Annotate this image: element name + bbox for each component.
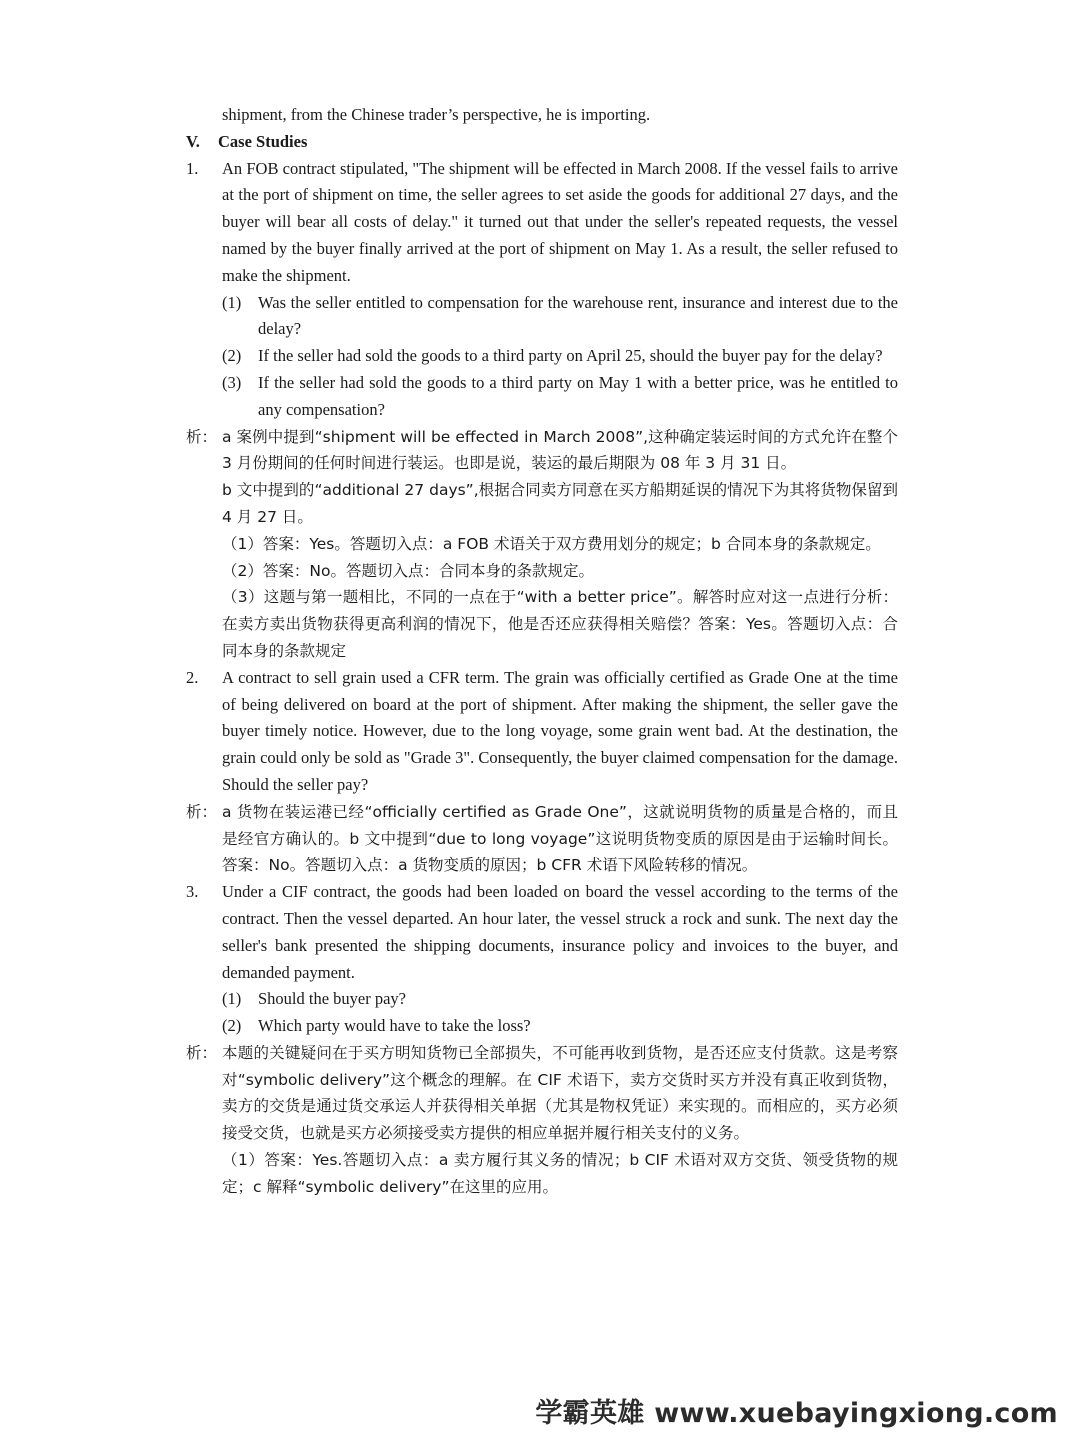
question-text: If the seller had sold the goods to a third party on May 1 with a better price, was he entitled to any compensation?: [258, 372, 898, 419]
question-text: Was the seller entitled to compensation for the warehouse rent, insurance and interest due to the delay?: [258, 292, 898, 339]
analysis-paragraph: （3）这题与第一题相比，不同的一点在于“with a better price”。解答时应对这一点进行分析：在卖方卖出货物获得更高利润的情况下，他是否还应获得相关赔偿？答案：Yes。答题切入点：合同本身的条款规定: [222, 588, 898, 660]
case-text: Under a CIF contract, the goods had been loaded on board the vessel according to the terms of the contract. Then the vessel departed. An hour later, the vessel struck a rock and sunk. The next day the seller's bank presented the shipping documents, insurance policy and invoices to the buyer, and demanded payment.: [222, 882, 898, 982]
question-item: [222, 343, 898, 370]
analysis-label: 析：: [186, 802, 218, 821]
watermark-text: 学霸英雄 www.xuebayingxiong.com: [535, 1398, 1058, 1429]
analysis-block: [186, 424, 898, 665]
case-item: [186, 665, 898, 799]
question-number: (1): [222, 292, 242, 312]
section-heading: [186, 129, 898, 156]
case-number: 2.: [186, 667, 199, 687]
analysis-paragraph: b 文中提到的“additional 27 days”,根据合同卖方同意在买方船期延误的情况下为其将货物保留到 4 月 27 日。: [222, 481, 898, 526]
question-number: (3): [222, 372, 242, 392]
analysis-paragraph: （2）答案：No。答题切入点：合同本身的条款规定。: [222, 561, 594, 580]
question-number: (2): [222, 346, 242, 366]
question-number: (2): [222, 1016, 242, 1036]
question-item: [222, 1013, 898, 1040]
question-item: [222, 290, 898, 344]
analysis-paragraph: （1）答案：Yes.答题切入点：a 卖方履行其义务的情况；b CIF 术语对双方交货、领受货物的规定；c 解释“symbolic delivery”在这里的应用。: [222, 1151, 898, 1196]
question-item: [222, 370, 898, 424]
analysis-label: 析：: [186, 427, 218, 446]
case-text: An FOB contract stipulated, "The shipment will be effected in March 2008. If the vessel fails to arrive at the port of shipment on time, the seller agrees to set aside the goods for additional 27 days, and the buyer will bear all costs of delay." it turned out that under the seller's repeated requests, the vessel named by the buyer finally arrived at the port of shipment on May 1. As a result, the seller refused to make the shipment.: [222, 158, 898, 285]
case-number: 1.: [186, 158, 199, 178]
question-item: [222, 986, 898, 1013]
analysis-label: 析：: [186, 1043, 218, 1062]
section-title: Case Studies: [218, 131, 308, 151]
case-text: A contract to sell grain used a CFR term. The grain was officially certified as Grade One at the time of being delivered on board at the port of shipment. After making the shipment, the seller gave the buyer timely notice. However, due to the long voyage, some grain went bad. At the destination, the grain could only be sold as "Grade 3". Consequently, the buyer claimed compensation for the damage. Should the seller pay?: [222, 667, 898, 794]
analysis-paragraph: 本题的关键疑问在于买方明知货物已全部损失，不可能再收到货物，是否还应支付货款。这是考察对“symbolic delivery”这个概念的理解。在 CIF 术语下，卖方交货时买方并没有真正收到货物，卖方的交货是通过货交承运人并获得相关单据（尤其是物权凭证）来实现的。而相应的，买方必须接受交货，也就是买方必须接受卖方提供的相应单据并履行相关支付的义务。: [222, 1043, 898, 1143]
question-number: (1): [222, 989, 242, 1009]
case-item: [186, 879, 898, 986]
document-page: [186, 102, 898, 1201]
analysis-block: [186, 1040, 898, 1201]
analysis-block: [186, 799, 898, 879]
analysis-paragraph: a 案例中提到“shipment will be effected in March 2008”,这种确定装运时间的方式允许在整个 3 月份期间的任何时间进行装运。也即是说，装运的最后期限为 08 年 3 月 31 日。: [222, 427, 898, 473]
intro-line: shipment, from the Chinese trader’s perspective, he is importing.: [222, 105, 651, 124]
analysis-paragraph: a 货物在装运港已经“officially certified as Grade One”，这就说明货物的质量是合格的，而且是经官方确认的。b 文中提到“due to long voyage”这说明货物变质的原因是由于运输时间长。答案：No。答题切入点：a 货物变质的原因；b CFR 术语下风险转移的情况。: [222, 802, 898, 875]
question-text: Should the buyer pay?: [258, 989, 407, 1009]
analysis-paragraph: （1）答案：Yes。答题切入点：a FOB 术语关于双方费用划分的规定；b 合同本身的条款规定。: [222, 534, 881, 553]
question-text: Which party would have to take the loss?: [258, 1016, 531, 1036]
question-text: If the seller had sold the goods to a third party on April 25, should the buyer pay for the delay?: [258, 346, 883, 366]
section-number: V.: [186, 131, 200, 151]
case-number: 3.: [186, 882, 199, 902]
case-item: [186, 156, 898, 290]
